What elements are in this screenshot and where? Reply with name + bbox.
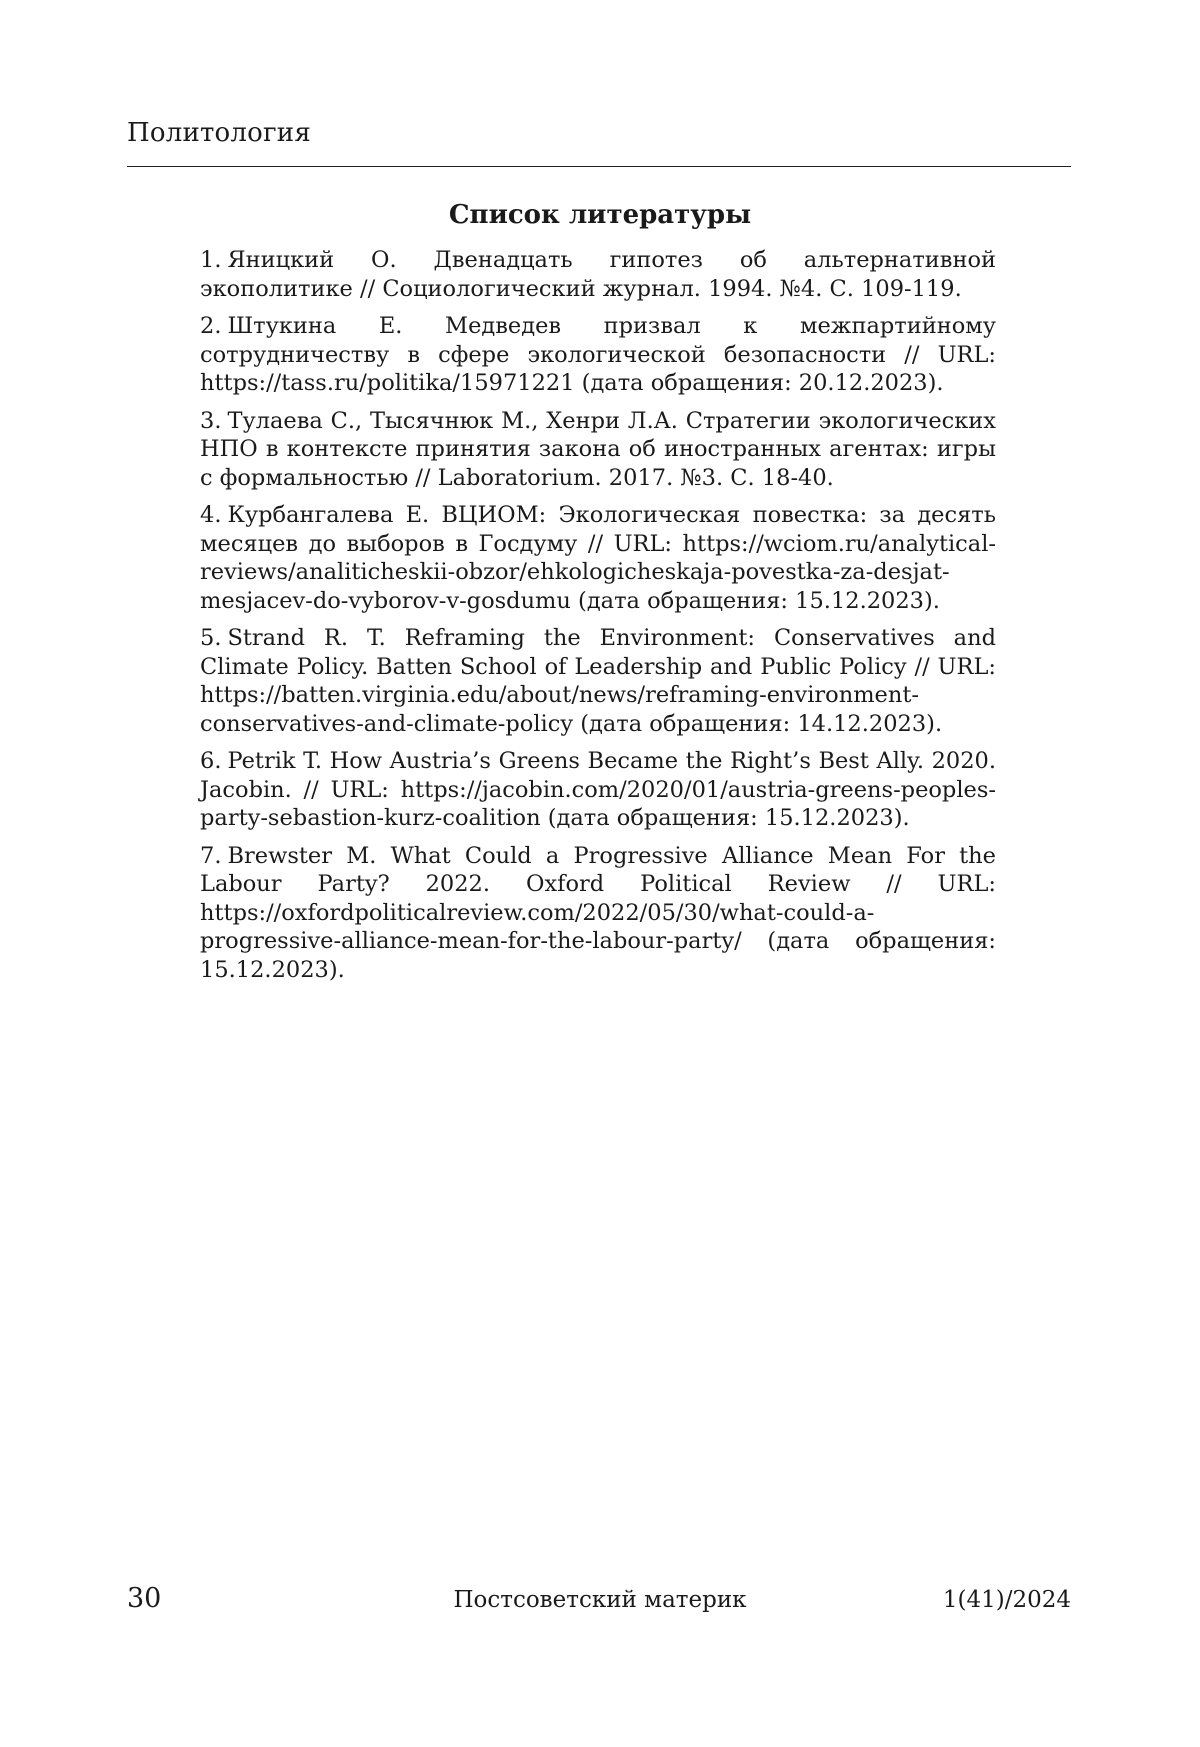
reference-text: Strand R. T. Reframing the Environment: Conservatives and Climate Policy. Batten School of Leadership and Public Policy // URL: https://batten.virginia.edu/about/news/reframing-environment-conservatives-and-climate-policy (дата обращения: 14.12.2023). bbox=[200, 625, 996, 737]
reference-item bbox=[200, 501, 996, 615]
page-number: 30 bbox=[127, 1583, 162, 1614]
journal-name: Постсоветский материк bbox=[453, 1587, 747, 1613]
reference-number: 2. bbox=[200, 313, 222, 339]
reference-text: Petrik T. How Austria’s Greens Became the Right’s Best Ally. 2020. Jacobin. // URL: https://jacobin.com/2020/01/austria-greens-peoples-party-sebastion-kurz-coalition (дата обращения: 15.12.2023). bbox=[200, 748, 996, 831]
reference-text: Яницкий О. Двенадцать гипотез об альтернативной экополитике // Социологический журнал. 1994. №4. С. 109-119. bbox=[200, 247, 996, 302]
reference-number: 4. bbox=[200, 502, 222, 528]
reference-list bbox=[200, 246, 996, 993]
reference-text: Brewster M. What Could a Progressive Alliance Mean For the Labour Party? 2022. Oxford Political Review // URL: https://oxfordpoliticalreview.com/2022/05/30/what-could-a-progressive-alliance-mean-for-the-labour-party/ (дата обращения: 15.12.2023). bbox=[200, 842, 996, 983]
section-title: Список литературы bbox=[448, 200, 752, 230]
reference-number: 7. bbox=[200, 842, 222, 869]
issue-number: 1(41)/2024 bbox=[942, 1587, 1071, 1613]
reference-text: Курбангалева Е. ВЦИОМ: Экологическая повестка: за десять месяцев до выборов в Госдуму // URL: https://wciom.ru/analytical-reviews/analiticheskii-obzor/ehkologicheskaja-povestka-za-desjat-mesjacev-do-vyborov-v-gosdumu (дата обращения: 15.12.2023). bbox=[200, 502, 996, 614]
running-title: Политология bbox=[127, 118, 311, 148]
reference-text: Штукина Е. Медведев призвал к межпартийному сотрудничеству в сфере экологической безопасности // URL: https://tass.ru/politika/15971221 (дата обращения: 20.12.2023). bbox=[200, 313, 996, 396]
reference-item bbox=[200, 747, 996, 833]
reference-item bbox=[200, 246, 996, 303]
reference-item bbox=[200, 407, 996, 493]
reference-number: 6. bbox=[200, 748, 222, 774]
reference-number: 1. bbox=[200, 247, 222, 273]
reference-text: Тулаева С., Тысячнюк М., Хенри Л.А. Стратегии экологических НПО в контексте принятия закона об иностранных агентах: игры с формальностью // Laboratorium. 2017. №3. С. 18-40. bbox=[200, 407, 996, 491]
reference-number: 5. bbox=[200, 625, 222, 651]
reference-item bbox=[200, 312, 996, 398]
header-divider bbox=[127, 166, 1071, 167]
reference-item bbox=[200, 624, 996, 738]
reference-number: 3. bbox=[200, 407, 222, 434]
reference-item bbox=[200, 842, 996, 985]
